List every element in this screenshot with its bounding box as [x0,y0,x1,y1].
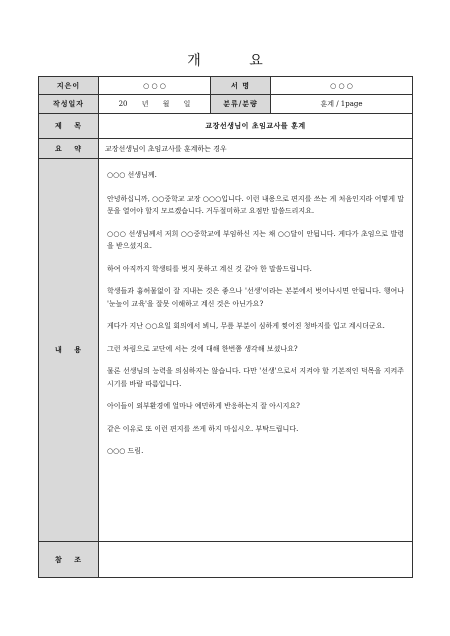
category-label: 분류/분량 [211,95,271,114]
paragraph: 같은 이유로 또 이런 편지를 쓰게 하지 마십시오. 부탁드립니다. [107,424,299,433]
summary-form-table [38,76,413,578]
author-value: ○ ○ ○ [99,77,211,95]
content-label: 내 용 [39,159,99,542]
subject-label: 제 목 [39,114,99,139]
summary-row [39,139,413,159]
paragraph: 안녕하십니까, ○○중학교 교장 ○○○입니다. 이런 내용으로 편지를 쓰는 게 처음인지라 어떻게 말문을 열어야 할지 모르겠습니다. 거두절미하고 요점만 말씀드리지요. [107,194,404,215]
content-body [99,159,413,542]
paragraph: ○○○ 선생님께서 저희 ○○중학교에 부임하신 지는 채 ○○달이 안됩니다. 게다가 초임으로 발령을 받으셨지요. [107,229,404,250]
summary-label: 요 약 [39,139,99,159]
paragraph: 하여 아직까지 학생티를 벗지 못하고 계신 것 같아 한 말씀드립니다. [107,264,312,273]
reference-row [39,542,413,578]
subject-row [39,114,413,139]
paragraph: 물론 선생님의 능력을 의심하지는 않습니다. 다만 '선생'으로서 지켜야 할 기본적인 덕목을 지켜주시기를 바랄 따름입니다. [107,367,404,388]
signature-label: 서 명 [211,77,271,95]
date-row [39,95,413,114]
paragraph: 그런 차림으로 교단에 서는 것에 대해 한번쯤 생각해 보셨나요? [107,344,298,353]
paragraph: ○○○ 선생님께. [107,171,157,179]
paragraph: 학생들과 흉허물없이 잘 지내는 것은 좋으나 '선생'이라는 본분에서 벗어나시면 안됩니다. 행여나 '눈높이 교육'을 잘못 이해하고 계신 것은 아닌가요? [107,287,404,308]
author-label: 지은이 [39,77,99,95]
reference-value [99,542,413,578]
signature-value: ○ ○ ○ [271,77,413,95]
date-value: 20 년 월 일 [99,95,211,114]
content-row [39,159,413,542]
author-row [39,77,413,95]
paragraph: 아이들이 외부환경에 얼마나 예민하게 반응하는지 잘 아시지요? [107,402,300,410]
category-value: 훈계 / 1page [271,95,413,114]
document-title: 개 요 [187,53,285,69]
paragraph: ○○○ 드림. [107,447,144,455]
date-label: 작성일자 [39,95,99,114]
subject-value: 교장선생님이 초임교사를 훈계 [99,114,413,139]
summary-value: 교장선생님이 초임교사를 훈계하는 경우 [99,139,413,159]
paragraph: 게다가 지난 ○○요일 회의에서 뵈니, 무릎 부분이 심하게 찢어진 청바지를 입고 계시더군요. [107,322,385,330]
reference-label: 참 조 [39,542,99,578]
